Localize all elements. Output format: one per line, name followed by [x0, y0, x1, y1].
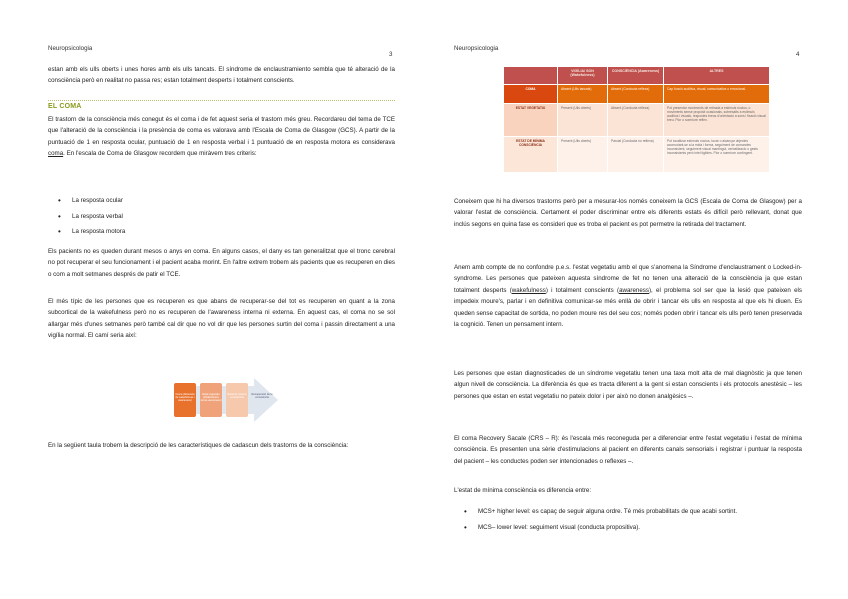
running-header: Neuropsicologia — [454, 45, 499, 52]
typical-paragraph: El més típic de les persones que es recuperen es que abans de recuperar-se del tot es recuperen en quant a la zona subcortical de la wakefulness però no es recuperen de l'awareness interna ni externa. En aquest cas, el coma no se sol allargar més d'unes setmanes però també cal dir que no vol dir que les persones surtin del coma i passin directament a una vigília normal. El camí seria així: — [48, 298, 395, 340]
table-row — [504, 85, 770, 104]
misdiagnosis-paragraph: Les persones que estan diagnosticades de un síndrome vegetatiu tenen una taxa molt alta de mal diagnòstic ja que tenen algun nivell de consciència. La diferència és que es tracta diferent a la gent si estan conscients i els protocols anestèsic – les persones que estan en estat vegetatiu no pateix dolor i per això no donen analgèsics –. — [454, 370, 802, 400]
awareness-term: awareness — [619, 286, 649, 294]
table-cell: Absent (Conducta reflexa) — [608, 85, 664, 104]
consciousness-disorders-table — [503, 66, 770, 173]
table-intro-paragraph: En la següent taula trobem la descripció de les característiques de cadascun dels trastorns de la consciència: — [48, 442, 349, 449]
locked-in-paragraph — [454, 262, 802, 330]
table-row — [504, 104, 770, 137]
locked-in-text-c: ), el problema sol ser que la lesió que pateixen els impedeix moure's, parlar i en definitiva comunicar-se més enllà de obrir i tancar els ulls en resposta al que els hi diuen. Es queden sense capacitat de sortida, no poden moure res del seu cos; només poden obrir i tancar els ulls però tenen preservada la cognició. Tenen un pensament intern. — [454, 286, 802, 329]
page-number: 3 — [389, 51, 393, 58]
table-cell: Absent (Ulls tancats) — [558, 85, 608, 104]
recovery-paragraph: Els pacients no es queden durant mesos o anys en coma. En alguns casos, el dany es tan generalitzat que el tronc cerebral no pot recuperar el seu funcionament i el pacient acaba morint. En l'altre extrem trobem als pacients que es recuperen en dies o com a molt setmanes després de patir el TCE. — [48, 248, 395, 278]
wakefulness-term: wakefulness — [511, 286, 546, 294]
table-cell: Pot presentar moviments de retirada a estímuls nocius, o moviments sense propòsit ocasionals, sobresalts a estímuls auditius i visuals, respostes breus d'orientació a sons i fixació visual breu. Plor o somriure reflex. — [664, 104, 770, 137]
heading-rule — [48, 100, 395, 101]
consciousness-path-diagram — [170, 378, 280, 422]
row-label: ESTAT VEGETATIU — [504, 104, 558, 137]
coma-paragraph-text-b: . En l'escala de Coma de Glasgow recordem que miràvem tres criteris: — [63, 150, 257, 158]
table-header-row — [504, 67, 770, 85]
table-cell: Pot localitzar estímuls nocius, tocar o alcançar objectes acomodant-se a la mida i forma, seguiment de comandes inconsistent, seguiment visual mantingut, verbalització o gests inconsistents però intel·ligibles. Plor o somriure contingent. — [664, 137, 770, 173]
table-cell: Cap funció auditiva, visual, comunicativa o emocional. — [664, 85, 770, 104]
diagram-box-coma: Coma (Absència de wakefulness i awareness) — [174, 383, 196, 417]
running-header: Neuropsicologia — [48, 45, 93, 52]
page-4 — [424, 0, 848, 599]
section-heading: EL COMA — [48, 103, 82, 110]
table-cell: Parcial (Conducta no reflexa) — [608, 137, 664, 173]
diagram-box-minimal: Estat de mínima consciència — [226, 383, 248, 417]
table-row — [504, 137, 770, 173]
coma-paragraph-text-a: El trastorn de la consciència més conegut és el coma i de fet aquest seria el trastorn més greu. Recordareu del tema de TCE que l'alteració de la consciència i la presència de coma es valorava amb l'Escala de Coma de Glasgow (GCS). A partir de la puntuació de 1 en resposta ocular, puntuació de 1 en resposta verbal i 1 puntuació de en resposta motora es considerava — [48, 116, 395, 146]
locked-in-text-a: Anem amb compte de no confondre p.e.s. l'estat vegetatiu amb el que s'anomena la Síndrome d'enclaustrament o Locked-in-syndrome. Les persones que pateixen aquesta síndrome de fet no tenen una alteració de la consciència ja que estan totalment desperts ( — [454, 264, 802, 294]
mcs-intro-paragraph: L'estat de mínima consciència es diferencia entre: — [454, 487, 592, 494]
table-cell: Absent (Conducta reflexa) — [608, 104, 664, 137]
row-label: ESTAT DE MÍNIMA CONSCIÈNCIA — [504, 137, 558, 173]
diagram-box-recovery: Recuperació de la consciència — [251, 393, 273, 400]
glasgow-paragraph: Coneixem que hi ha diversos trastorns però per a mesurar-los només coneixem la GCS (Escala de Coma de Glasgow) per a valorar l'estat de consciència. Certament el poder discriminar entre els diferents estats és difícil però rellevant, donat que inclús segons en quina fase es consideri que es troba el pacient es pot permetre la retirada del tractament. — [454, 198, 802, 228]
page-number: 4 — [796, 51, 800, 58]
intro-paragraph: estan amb els ulls oberts i unes hores amb els ulls tancats. El síndrome de enclaustramiento sembla que té alteració de la consciència però en realitat no passa res; estan totalment desperts i totalment conscients. — [48, 66, 395, 85]
crs-r-paragraph: El coma Recovery Sacale (CRS – R): és l'escala més reconeguda per a diferenciar entre l'estat vegetatiu i l'estat de mínima consciència. Es presenten una sèrie d'estimulacions al pacient en diferents canals sensorials i registrar i puntuar la resposta del pacient – les conductes poden ser intencionades o reflexes –. — [454, 435, 802, 465]
list-item: • La resposta motora — [48, 226, 348, 242]
table-cell: Present (Ulls oberts) — [558, 104, 608, 137]
list-item: • MCS– lower level: seguiment visual (conducta propositiva). — [454, 522, 802, 538]
mcs-list — [454, 506, 802, 537]
list-item: • La resposta ocular — [48, 195, 348, 211]
table-header-cell: VIGÍLIA/ SON (Wakefulness) — [558, 67, 608, 85]
diagram-box-vegetative: Estat vegetatiu (Wakefulness sense awareness) — [200, 383, 222, 417]
criteria-list — [48, 195, 348, 242]
table-header-cell: ALTRES — [664, 67, 770, 85]
coma-underlined-word: coma — [48, 150, 64, 158]
coma-paragraph — [48, 114, 395, 160]
table-cell: Present (Ulls oberts) — [558, 137, 608, 173]
table-header-cell — [504, 67, 558, 85]
list-item: • La resposta verbal — [48, 211, 348, 227]
locked-in-text-b: ) i totalment conscients ( — [545, 286, 620, 294]
row-label: COMA — [504, 85, 558, 104]
list-item: • MCS+ higher level: es capaç de seguir alguna ordre. Té més probabilitats de que acabi sortint. — [454, 506, 802, 522]
table-header-cell: CONSCIÈNCIA (Awareness) — [608, 67, 664, 85]
